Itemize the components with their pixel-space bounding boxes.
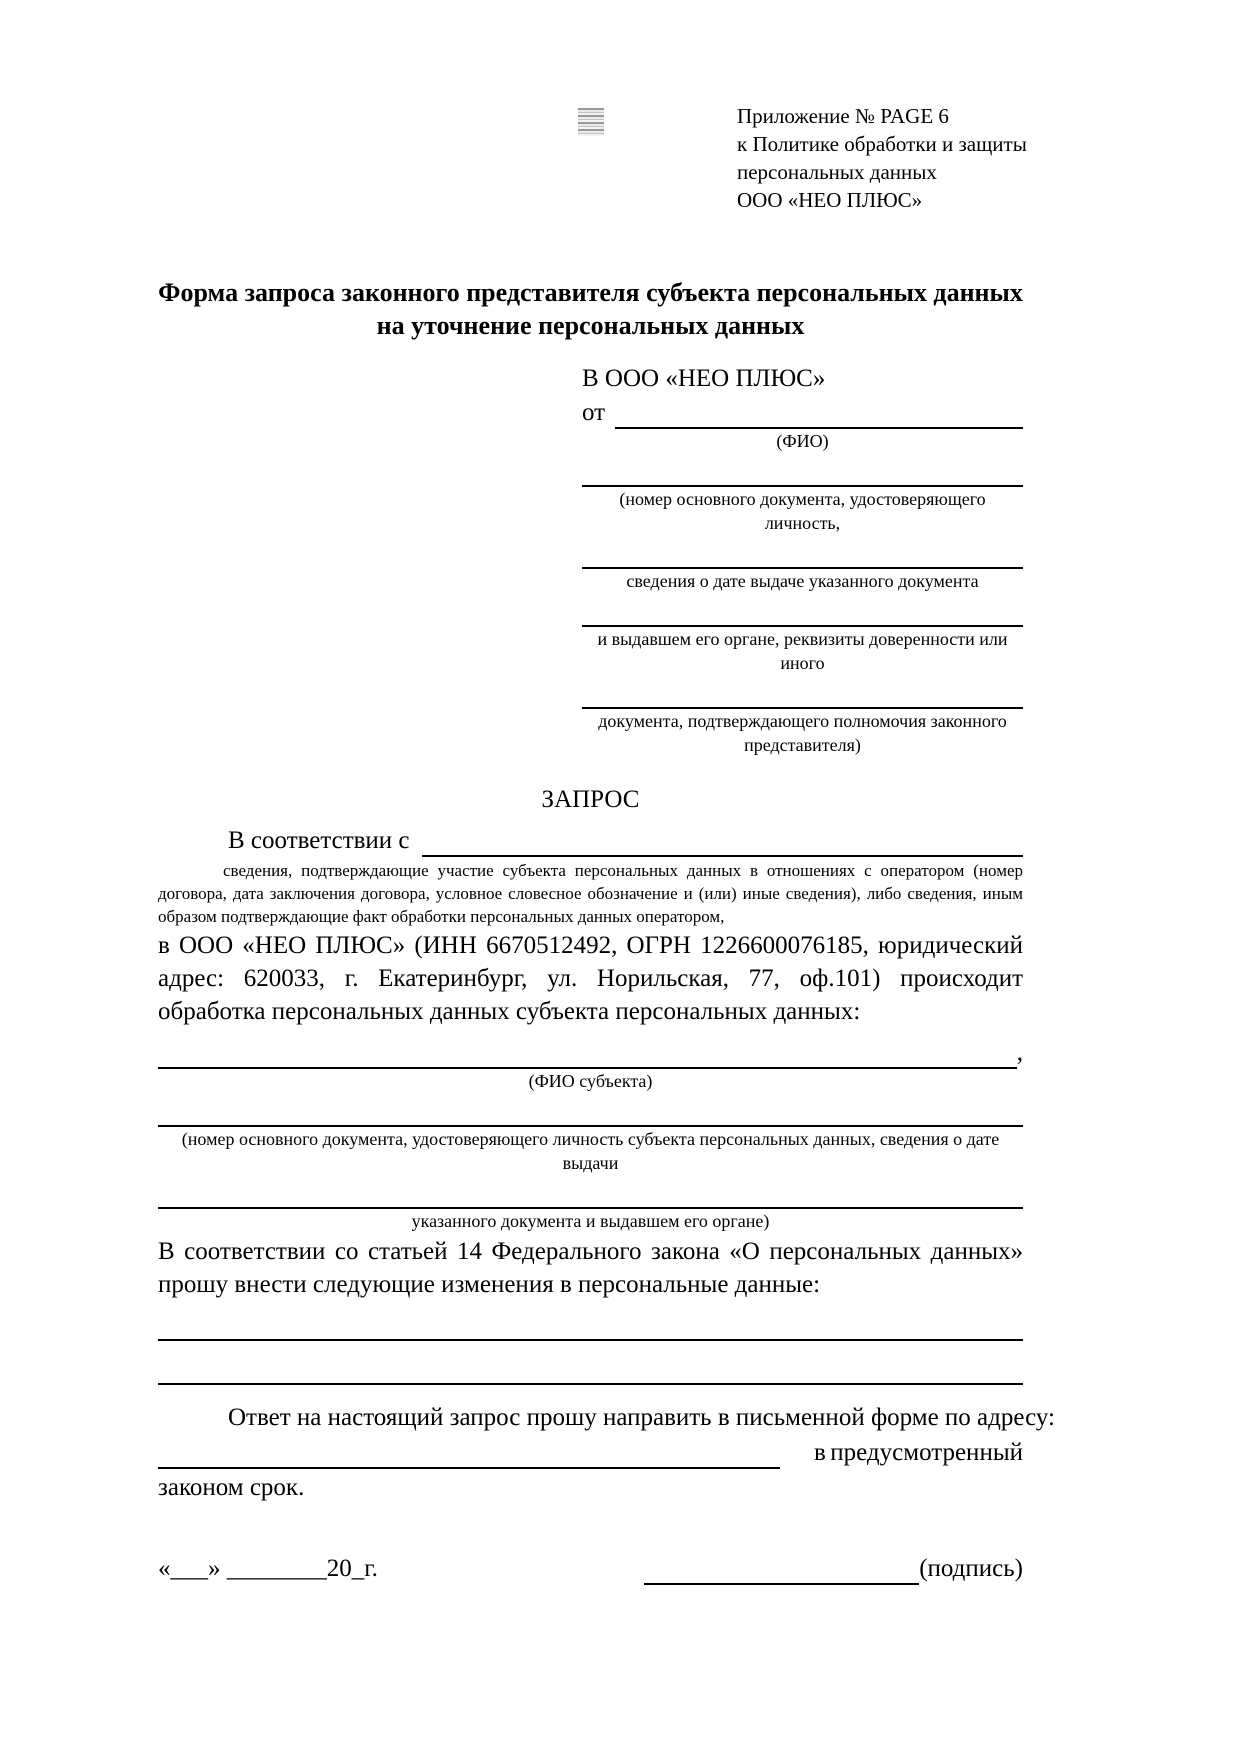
representative-doc-blank-3 xyxy=(582,593,1023,627)
from-label: от xyxy=(582,399,606,426)
representative-doc-caption-4: документа, подтверждающего полномочия законного представителя) xyxy=(598,711,1007,755)
signature-caption: (подпись) xyxy=(919,1555,1023,1582)
basis-blank xyxy=(422,825,1023,857)
basis-fine-print: сведения, подтверждающие участие субъекта персональных данных в отношениях с оператором (номер договора, дата заключения договора, условное словесное обозначение и (или) иные сведения), либо сведения, иным образом подтверждающие факт обработки персональных данных оператором, xyxy=(158,861,1023,926)
subject-fio-line xyxy=(158,1036,1023,1069)
subject-fio-caption: (ФИО субъекта) xyxy=(528,1071,653,1091)
answer-word-predusmotrennyy: предусмотренный xyxy=(830,1439,1023,1466)
policy-line-2: персональных данных xyxy=(737,160,937,184)
signature-group xyxy=(644,1552,1023,1585)
representative-doc-blank-1 xyxy=(582,453,1023,487)
appendix-line: Приложение № PAGE 6 xyxy=(737,104,949,128)
signature-blank xyxy=(644,1555,919,1585)
answer-address-line xyxy=(158,1436,1023,1469)
representative-doc-blank-4 xyxy=(582,675,1023,709)
representative-doc-caption-2: сведения о дате выдаче указанного документа xyxy=(626,571,979,591)
article-paragraph: В соответствии со статьей 14 Федерального закона «О персональных данных» прошу внести следующие изменения в персональные данные: xyxy=(158,1238,1023,1298)
company-name: ООО «НЕО ПЛЮС» xyxy=(737,188,923,212)
subject-line-comma: , xyxy=(1016,1039,1023,1066)
from-fio-blank xyxy=(615,397,1023,429)
form-title xyxy=(158,276,1023,342)
changes-blank-1 xyxy=(158,1301,1023,1341)
addressee-company: В ООО «НЕО ПЛЮС» xyxy=(582,365,826,392)
signature-row xyxy=(158,1552,1023,1585)
representative-doc-caption-1: (номер основного документа, удостоверяющего личность, xyxy=(619,489,986,533)
from-line xyxy=(582,396,1023,429)
form-title-line-2: на уточнение персональных данных xyxy=(376,311,805,340)
answer-word-v: в xyxy=(814,1439,826,1466)
page-header xyxy=(158,102,1027,216)
changes-blank-2 xyxy=(158,1341,1023,1385)
addressee-block xyxy=(582,362,1023,757)
subject-doc-caption-2: указанного документа и выдавшем его органе) xyxy=(411,1211,770,1231)
intro-prefix: В соответствии с xyxy=(228,827,410,854)
subject-fio-blank xyxy=(158,1037,1017,1069)
date-blank: «___» ________20_г. xyxy=(158,1555,378,1582)
intro-line xyxy=(158,824,1023,857)
representative-doc-caption-3: и выдавшем его органе, реквизиты доверенности или иного xyxy=(597,629,1008,673)
answer-address-blank xyxy=(158,1439,780,1469)
appendix-block xyxy=(737,102,1027,214)
representative-doc-blank-2 xyxy=(582,535,1023,569)
subject-doc-caption-1: (номер основного документа, удостоверяющего личность субъекта персональных данных, сведения о дате выдачи xyxy=(181,1129,1000,1173)
operator-paragraph: в ООО «НЕО ПЛЮС» (ИНН 6670512492, ОГРН 1226600076185, юридический адрес: 620033, г. Екатеринбург, ул. Норильская, 77, оф.101) происходит обработка персональных данных субъекта персональных данных: xyxy=(158,932,1023,1025)
request-heading: ЗАПРОС xyxy=(541,786,640,813)
answer-tail: законом срок. xyxy=(158,1474,305,1501)
policy-line-1: к Политике обработки и защиты xyxy=(737,132,1027,156)
form-title-line-1: Форма запроса законного представителя субъекта персональных данных xyxy=(158,278,1023,307)
subject-doc-blank-1 xyxy=(158,1093,1023,1127)
subject-doc-blank-2 xyxy=(158,1175,1023,1209)
field-artifact-icon xyxy=(578,108,604,136)
fio-caption: (ФИО) xyxy=(776,431,829,451)
answer-sentence: Ответ на настоящий запрос прошу направить в письменной форме по адресу: xyxy=(228,1404,1055,1431)
